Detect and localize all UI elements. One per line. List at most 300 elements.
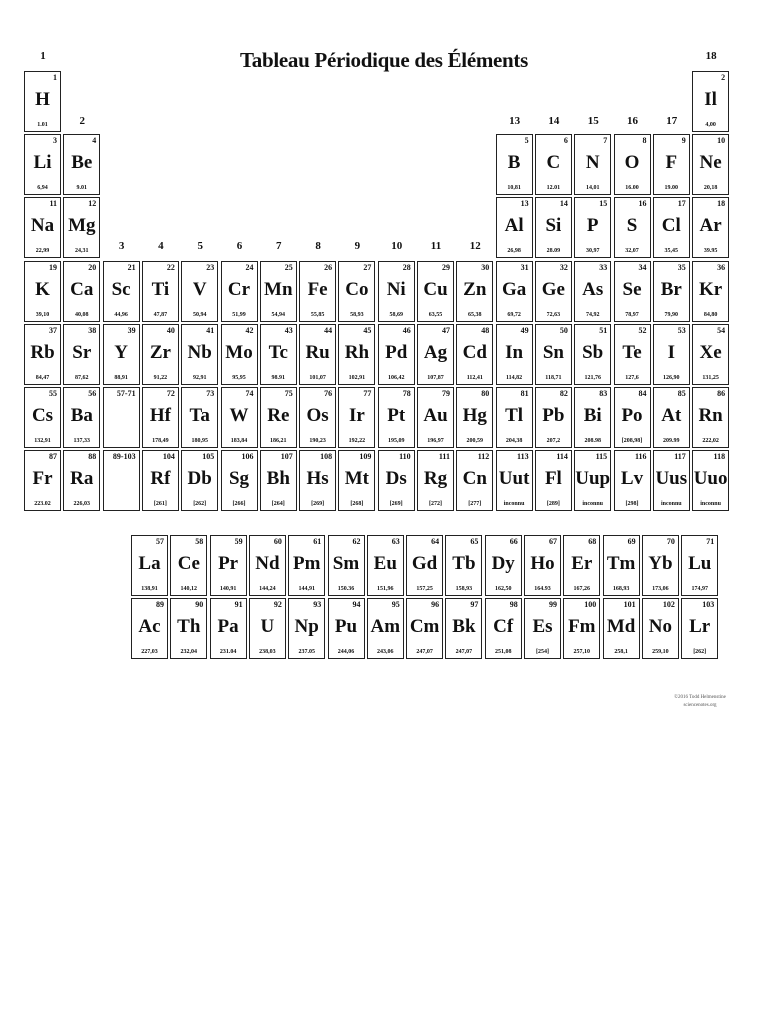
element-symbol: Gd — [411, 553, 438, 574]
atomic-mass: 65,38 — [468, 311, 482, 318]
element-cell — [378, 450, 415, 511]
atomic-mass: 58,69 — [389, 311, 403, 318]
element-symbol: Fr — [32, 468, 53, 490]
element-symbol: Ca — [70, 278, 94, 300]
atomic-mass: [268] — [350, 501, 364, 508]
element-cell — [653, 324, 690, 385]
atomic-mass: 257,10 — [573, 649, 591, 656]
atomic-number: 67 — [549, 537, 557, 546]
element-cell — [496, 261, 533, 322]
atomic-number: 24 — [245, 262, 254, 272]
atomic-number: 72 — [166, 389, 175, 398]
atomic-number: 89-103 — [112, 452, 136, 462]
element-symbol: Uus — [655, 468, 688, 490]
element-symbol: I — [667, 341, 675, 363]
atomic-number: 66 — [509, 537, 518, 546]
element-symbol: No — [648, 616, 672, 638]
element-symbol: Tm — [606, 553, 636, 574]
element-symbol: Nb — [187, 341, 212, 363]
atomic-mass: 102,91 — [348, 374, 366, 381]
atomic-mass: 20,18 — [703, 185, 718, 192]
atomic-mass: 231.04 — [219, 649, 237, 656]
element-cell — [614, 197, 651, 258]
atomic-number: 79 — [442, 389, 450, 398]
atomic-mass: 39.95 — [703, 248, 718, 255]
atomic-number: 38 — [88, 325, 97, 335]
atomic-mass: 9.01 — [76, 185, 88, 192]
atomic-mass: 26,98 — [507, 248, 521, 255]
atomic-mass: [262] — [693, 649, 707, 656]
atomic-mass: 186,21 — [270, 438, 287, 444]
element-cell — [574, 134, 611, 195]
atomic-number: 111 — [438, 452, 450, 462]
atomic-number: 54 — [717, 325, 726, 335]
element-symbol: P — [586, 215, 599, 237]
atomic-number: 113 — [517, 452, 529, 462]
atomic-mass: 84,47 — [35, 374, 50, 381]
element-symbol: Er — [571, 553, 593, 574]
atomic-number: 78 — [402, 389, 411, 398]
atomic-number: 106 — [241, 452, 254, 462]
atomic-number: 15 — [599, 199, 608, 209]
atomic-number: 35 — [677, 262, 686, 272]
element-cell — [299, 261, 336, 322]
element-symbol: Uut — [498, 468, 530, 490]
atomic-number: 25 — [284, 262, 293, 272]
element-cell — [614, 450, 651, 511]
atomic-mass: 196,97 — [427, 438, 444, 444]
element-symbol: Kr — [698, 278, 723, 300]
element-symbol: Na — [30, 215, 55, 237]
element-cell — [299, 324, 336, 385]
atomic-number: 42 — [245, 325, 254, 335]
atomic-number: 40 — [166, 325, 175, 335]
atomic-number: 37 — [49, 325, 57, 335]
atomic-number: 46 — [402, 325, 411, 335]
atomic-mass: [269] — [389, 501, 403, 508]
element-symbol: Dy — [491, 553, 515, 574]
element-symbol: Lu — [688, 553, 712, 574]
atomic-number: 97 — [470, 600, 479, 610]
element-symbol: V — [192, 278, 207, 300]
atomic-number: 8 — [642, 136, 647, 146]
element-cell — [406, 535, 443, 596]
atomic-number: 41 — [206, 325, 215, 335]
atomic-mass: 84,80 — [703, 311, 718, 318]
atomic-mass: 243,06 — [377, 649, 394, 656]
element-cell — [653, 450, 690, 511]
element-symbol: Th — [177, 616, 201, 638]
element-symbol: Fe — [307, 278, 328, 300]
atomic-mass: 137,33 — [73, 438, 91, 444]
atomic-number: 85 — [677, 389, 686, 398]
element-cell — [170, 598, 207, 659]
element-cell — [445, 535, 482, 596]
atomic-mass: inconnu — [582, 501, 604, 508]
element-symbol: Uup — [575, 468, 611, 490]
element-cell — [63, 261, 100, 322]
element-symbol: Te — [622, 341, 642, 363]
atomic-mass: 183,84 — [230, 438, 248, 444]
element-cell — [378, 387, 415, 448]
atomic-mass: [254] — [536, 649, 549, 656]
atomic-mass: 208.98 — [584, 438, 601, 444]
atomic-number: 23 — [206, 262, 215, 272]
element-cell — [142, 387, 179, 448]
element-symbol: O — [624, 152, 640, 174]
element-symbol: Y — [114, 341, 128, 363]
group-label-6: 6 — [236, 240, 243, 252]
atomic-mass: 131,25 — [702, 374, 719, 381]
atomic-number: 34 — [638, 262, 647, 272]
atomic-number: 93 — [313, 600, 322, 610]
atomic-mass: 204,38 — [505, 438, 523, 444]
atomic-mass: 92,91 — [192, 374, 207, 381]
element-symbol: Ti — [151, 278, 170, 300]
element-symbol: La — [138, 553, 161, 574]
atomic-mass: 157,25 — [416, 586, 433, 592]
element-cell — [485, 535, 522, 596]
atomic-mass: 151,96 — [377, 586, 394, 592]
element-cell — [456, 324, 493, 385]
element-cell — [378, 324, 415, 385]
atomic-number: 55 — [49, 389, 57, 398]
atomic-mass: 247,07 — [455, 649, 473, 656]
element-symbol: Rb — [30, 341, 55, 363]
atomic-mass: 164.93 — [534, 586, 551, 592]
atomic-number: 89 — [156, 600, 164, 610]
element-cell — [496, 197, 533, 258]
element-symbol: W — [229, 405, 249, 426]
atomic-number: 71 — [706, 537, 715, 546]
atomic-number: 16 — [638, 199, 647, 209]
atomic-number: 56 — [88, 389, 97, 398]
atomic-number: 13 — [520, 199, 529, 209]
element-cell — [210, 598, 247, 659]
atomic-number: 63 — [391, 537, 400, 546]
atomic-number: 5 — [524, 136, 529, 146]
element-cell — [338, 261, 375, 322]
atomic-number: 22 — [166, 262, 175, 272]
atomic-mass: 24,31 — [75, 248, 89, 255]
atomic-number: 10 — [717, 136, 726, 146]
atomic-number: 1 — [53, 73, 57, 82]
group-label-7: 7 — [276, 240, 282, 252]
element-symbol: Cd — [462, 341, 487, 363]
element-cell — [328, 598, 365, 659]
atomic-number: 95 — [391, 600, 400, 610]
element-symbol: Sc — [111, 278, 131, 300]
element-cell — [406, 598, 443, 659]
atomic-number: 43 — [284, 325, 293, 335]
element-symbol: Cu — [423, 278, 448, 300]
atomic-mass: 209.99 — [663, 438, 680, 444]
element-cell — [681, 598, 718, 659]
element-symbol: C — [546, 152, 561, 174]
atomic-number: 9 — [681, 136, 686, 146]
element-cell — [535, 134, 572, 195]
atomic-mass: 232,04 — [180, 649, 198, 656]
atomic-mass: inconnu — [700, 501, 721, 508]
element-symbol: Mo — [225, 341, 253, 363]
atomic-number: 81 — [520, 389, 529, 398]
element-symbol: Cm — [409, 616, 440, 638]
atomic-mass: 247,07 — [416, 649, 433, 656]
atomic-mass: 259,10 — [652, 649, 669, 656]
element-cell — [692, 261, 729, 322]
atomic-number: 73 — [206, 389, 215, 398]
atomic-number: 18 — [717, 199, 726, 209]
element-cell — [378, 261, 415, 322]
atomic-mass: 144,91 — [298, 586, 315, 592]
atomic-mass: 126,90 — [663, 374, 680, 381]
atomic-number: 65 — [470, 537, 479, 546]
atomic-mass: 1.01 — [37, 122, 48, 128]
element-symbol: Md — [606, 616, 636, 638]
element-cell — [221, 450, 258, 511]
atomic-mass: 140,91 — [219, 586, 237, 592]
element-cell — [142, 261, 179, 322]
element-cell — [642, 535, 679, 596]
atomic-number: 3 — [53, 136, 57, 146]
atomic-number: 4 — [92, 136, 97, 146]
element-symbol: Tb — [452, 553, 476, 574]
element-cell — [614, 324, 651, 385]
element-cell — [417, 261, 454, 322]
element-cell — [103, 387, 140, 448]
element-symbol: Db — [187, 468, 212, 490]
atomic-mass: [298] — [625, 501, 639, 508]
atomic-number: 76 — [324, 389, 333, 398]
atomic-mass: 192,22 — [348, 438, 366, 444]
element-cell — [535, 450, 572, 511]
atomic-mass: 114,82 — [506, 374, 523, 381]
atomic-mass: 32,07 — [625, 248, 639, 255]
element-symbol: Yb — [648, 553, 673, 574]
atomic-number: 29 — [442, 262, 450, 272]
atomic-mass: 180,95 — [191, 438, 208, 444]
atomic-number: 104 — [162, 452, 175, 462]
atomic-mass: 63,55 — [428, 311, 443, 318]
group-label-3: 3 — [118, 240, 125, 252]
atomic-number: 17 — [677, 199, 686, 209]
element-cell — [692, 197, 729, 258]
atomic-mass: 88,91 — [114, 374, 128, 381]
atomic-number: 64 — [431, 537, 440, 546]
element-symbol: Ba — [70, 405, 93, 426]
element-symbol: Bk — [452, 616, 476, 638]
atomic-number: 6 — [563, 136, 568, 146]
atomic-mass: 58,93 — [350, 311, 364, 318]
element-cell — [535, 324, 572, 385]
group-label-16: 16 — [627, 115, 638, 127]
element-cell — [142, 450, 179, 511]
element-symbol: Uuo — [693, 468, 728, 490]
atomic-mass: 121,76 — [584, 374, 601, 381]
atomic-number: 77 — [363, 389, 372, 398]
element-cell — [574, 197, 611, 258]
element-cell — [63, 387, 100, 448]
atomic-mass: 106,42 — [387, 374, 405, 381]
element-symbol: B — [507, 152, 521, 174]
element-symbol: Pr — [218, 553, 239, 574]
atomic-mass: 78,97 — [625, 311, 639, 318]
atomic-mass: 4,00 — [705, 122, 716, 128]
element-cell — [445, 598, 482, 659]
atomic-number: 112 — [477, 452, 490, 462]
atomic-mass: 200,59 — [466, 438, 484, 444]
element-cell — [417, 450, 454, 511]
atomic-mass: [261] — [153, 501, 167, 508]
atomic-mass: [277] — [468, 501, 482, 508]
element-symbol: Os — [306, 405, 329, 426]
element-cell — [496, 387, 533, 448]
atomic-number: 44 — [324, 325, 333, 335]
atomic-mass: 168,93 — [612, 586, 630, 592]
element-cell — [221, 387, 258, 448]
atomic-mass: 174,97 — [691, 586, 708, 592]
element-symbol: Ga — [501, 278, 527, 300]
atomic-number: 94 — [352, 600, 361, 610]
element-symbol: N — [585, 152, 600, 174]
atomic-number: 82 — [559, 389, 568, 398]
atomic-number: 75 — [284, 389, 293, 398]
element-symbol: Nd — [255, 553, 280, 574]
atomic-number: 39 — [127, 325, 136, 335]
atomic-mass: 79,90 — [664, 311, 679, 318]
atomic-number: 100 — [584, 600, 597, 610]
element-cell — [692, 134, 729, 195]
element-cell — [24, 134, 61, 195]
atomic-number: 62 — [352, 537, 361, 546]
atomic-mass: 72,63 — [546, 311, 561, 318]
element-cell — [328, 535, 365, 596]
atomic-mass: 98.91 — [271, 374, 286, 381]
element-cell — [496, 450, 533, 511]
element-cell — [653, 197, 690, 258]
atomic-mass: [266] — [232, 501, 246, 508]
element-symbol: Sn — [542, 341, 564, 363]
atomic-mass: 28.09 — [546, 248, 561, 255]
atomic-number: 96 — [431, 600, 440, 610]
atomic-mass: 35,45 — [664, 248, 679, 255]
element-cell — [181, 387, 218, 448]
atomic-number: 26 — [324, 262, 333, 272]
element-cell — [535, 197, 572, 258]
element-cell — [417, 387, 454, 448]
atomic-mass: 16.00 — [625, 185, 639, 192]
atomic-mass: 144,24 — [259, 586, 276, 592]
element-symbol: Ir — [348, 405, 365, 426]
element-symbol: Ar — [699, 215, 722, 237]
element-cell — [692, 450, 729, 511]
atomic-mass: 223.02 — [34, 501, 51, 508]
atomic-mass: 50,94 — [192, 311, 207, 318]
element-cell — [260, 261, 297, 322]
element-cell — [288, 535, 325, 596]
atomic-number: 60 — [273, 537, 282, 546]
element-symbol: Cl — [661, 215, 681, 237]
atomic-mass: 244,06 — [337, 649, 355, 656]
atomic-mass: 22,99 — [35, 248, 50, 255]
element-symbol: Tl — [505, 405, 524, 426]
atomic-mass: 69,72 — [507, 311, 521, 318]
element-cell — [24, 261, 61, 322]
element-symbol: Li — [33, 152, 52, 174]
element-symbol: Pb — [542, 405, 565, 426]
atomic-number: 52 — [638, 325, 647, 335]
element-symbol: Cr — [227, 278, 251, 300]
element-symbol: Np — [294, 616, 319, 638]
element-cell — [603, 535, 640, 596]
element-cell — [574, 324, 611, 385]
atomic-number: 105 — [202, 452, 215, 462]
element-symbol: Pm — [292, 553, 321, 574]
element-symbol: Sm — [332, 553, 360, 574]
atomic-mass: 226,03 — [73, 501, 91, 508]
element-symbol: Pd — [385, 341, 408, 363]
element-symbol: S — [626, 215, 638, 237]
group-label-2: 2 — [79, 115, 86, 127]
element-cell — [496, 134, 533, 195]
atomic-number: 108 — [320, 452, 333, 462]
atomic-mass: 140,12 — [180, 586, 198, 592]
atomic-number: 84 — [638, 389, 647, 398]
element-symbol: Bh — [266, 468, 290, 490]
atomic-number: 70 — [666, 537, 675, 546]
copyright-notice — [660, 694, 740, 710]
atomic-mass: 47,87 — [153, 311, 168, 318]
element-symbol: Rg — [423, 468, 448, 490]
element-symbol: Tc — [268, 341, 288, 363]
group-label-17: 17 — [666, 115, 678, 127]
atomic-mass: 237.05 — [298, 649, 315, 656]
atomic-mass: 12.01 — [546, 185, 561, 192]
element-cell — [221, 324, 258, 385]
atomic-number: 114 — [556, 452, 568, 462]
element-cell — [692, 324, 729, 385]
group-label-1: 1 — [40, 50, 46, 62]
element-cell — [63, 324, 100, 385]
element-cell — [63, 450, 100, 511]
atomic-mass: 190,23 — [309, 438, 326, 444]
element-cell — [131, 598, 168, 659]
atomic-number: 88 — [88, 452, 97, 462]
atomic-number: 91 — [234, 600, 243, 610]
element-symbol: Ds — [385, 468, 407, 490]
element-symbol: Rh — [344, 341, 370, 363]
atomic-number: 109 — [359, 452, 372, 462]
element-cell — [496, 324, 533, 385]
element-cell — [260, 387, 297, 448]
element-symbol: Re — [267, 405, 290, 426]
element-cell — [142, 324, 179, 385]
element-cell — [603, 598, 640, 659]
atomic-number: 51 — [599, 325, 608, 335]
element-cell — [456, 387, 493, 448]
element-cell — [524, 535, 561, 596]
element-cell — [210, 535, 247, 596]
atomic-mass: 173,06 — [652, 586, 669, 592]
atomic-number: 115 — [595, 452, 608, 462]
element-cell — [103, 261, 140, 322]
element-cell — [535, 387, 572, 448]
element-cell — [288, 598, 325, 659]
element-symbol: Sg — [228, 468, 250, 490]
group-label-11: 11 — [430, 240, 442, 252]
element-symbol: As — [582, 278, 604, 300]
atomic-mass: 132,91 — [34, 438, 51, 444]
